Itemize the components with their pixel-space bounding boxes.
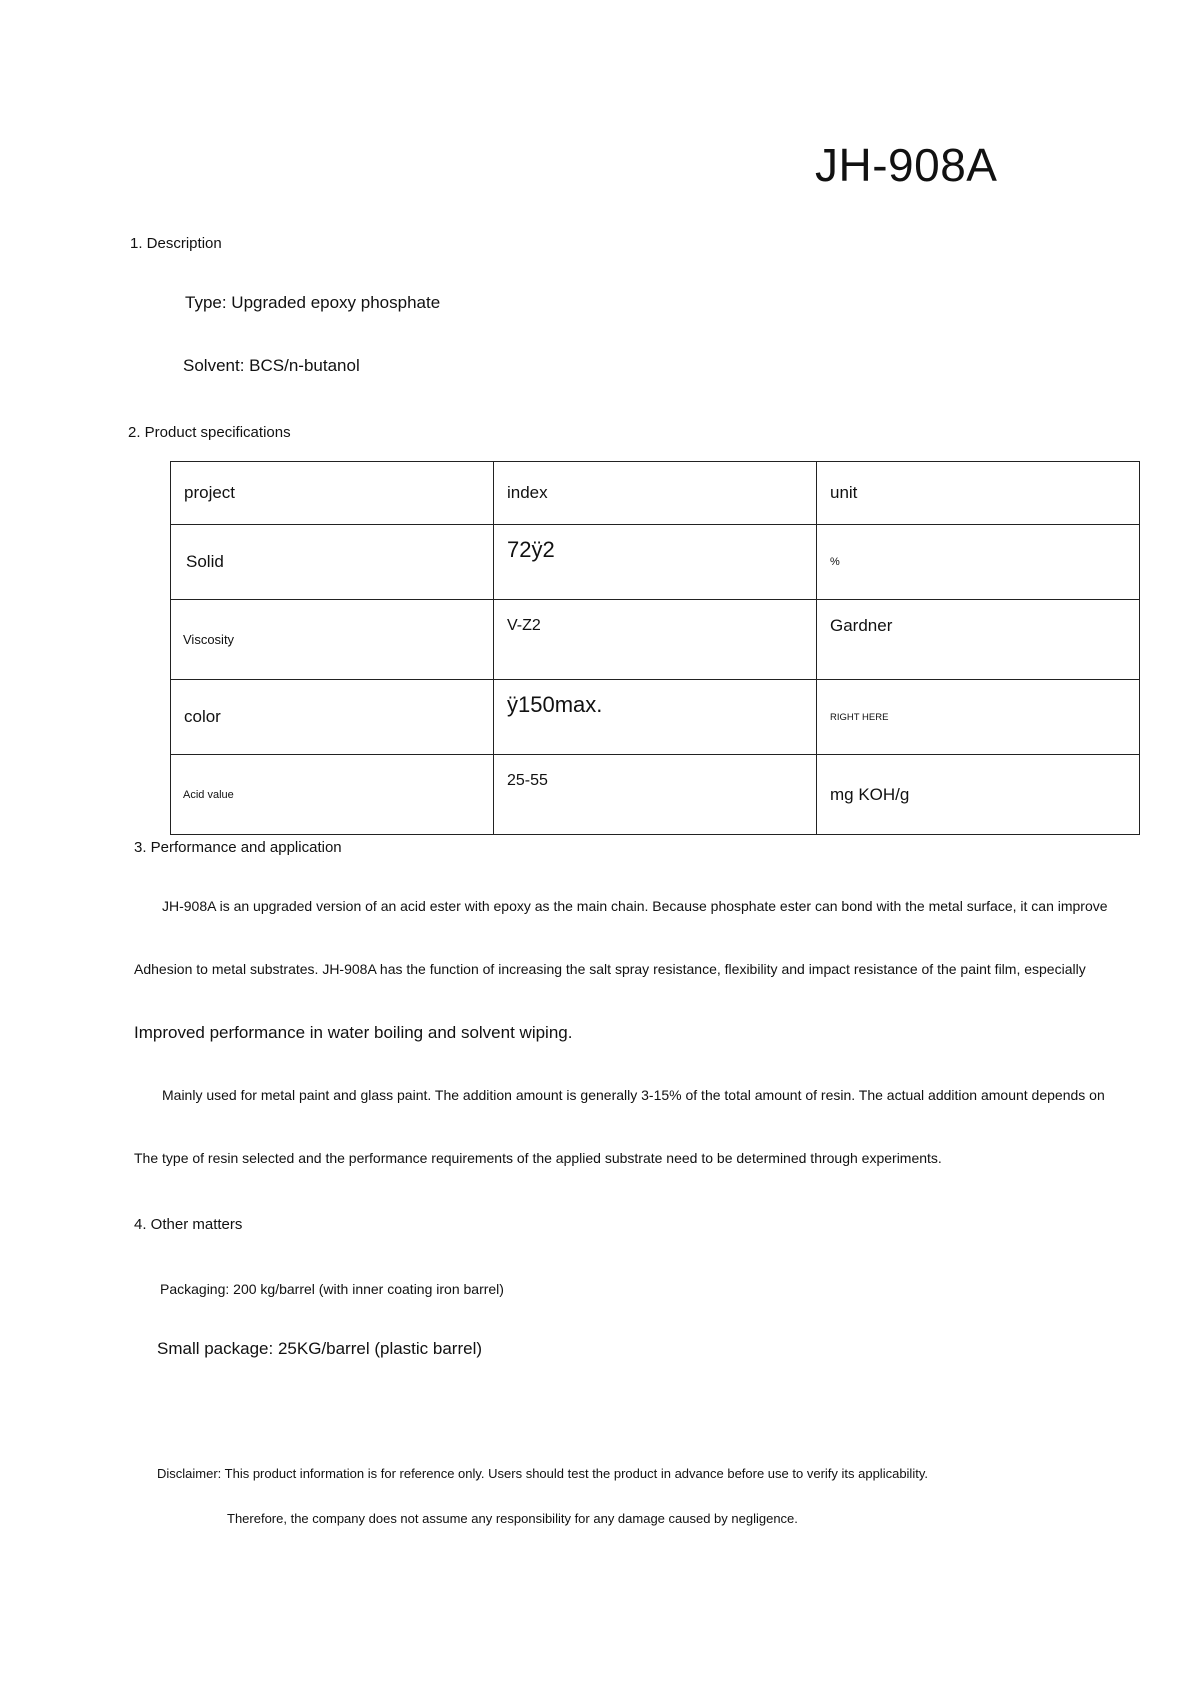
table-header-row [171, 462, 1140, 525]
table-row [171, 525, 1140, 600]
header-index: index [494, 462, 817, 525]
packaging-line: Packaging: 200 kg/barrel (with inner coating iron barrel) [160, 1281, 504, 1297]
cell-index: ÿ150max. [494, 680, 817, 755]
application-line-2: The type of resin selected and the performance requirements of the applied substrate need to be determined through experiments. [134, 1150, 942, 1166]
table-row [171, 680, 1140, 755]
section-4-heading: 4. Other matters [134, 1216, 243, 1233]
performance-line-1: JH-908A is an upgraded version of an acid ester with epoxy as the main chain. Because phosphate ester can bond with the metal surface, it can improve [162, 898, 1108, 914]
cell-project: color [171, 680, 494, 755]
cell-unit: % [817, 525, 1140, 600]
table-row [171, 600, 1140, 680]
performance-line-3: Improved performance in water boiling and solvent wiping. [134, 1023, 573, 1042]
document-title: JH-908A [815, 139, 998, 191]
table-row [171, 755, 1140, 835]
disclaimer-line-2: Therefore, the company does not assume any responsibility for any damage caused by negligence. [227, 1511, 798, 1526]
spec-table [170, 461, 1140, 835]
small-package-line: Small package: 25KG/barrel (plastic barrel) [157, 1339, 483, 1358]
cell-project: Solid [171, 525, 494, 600]
type-line: Type: Upgraded epoxy phosphate [185, 293, 441, 312]
cell-index: V-Z2 [494, 600, 817, 680]
application-line-1: Mainly used for metal paint and glass paint. The addition amount is generally 3-15% of the total amount of resin. The actual addition amount depends on [162, 1087, 1105, 1103]
cell-unit: Gardner [817, 600, 1140, 680]
header-unit: unit [817, 462, 1140, 525]
solvent-line: Solvent: BCS/n-butanol [183, 356, 360, 375]
performance-line-2: Adhesion to metal substrates. JH-908A has the function of increasing the salt spray resistance, flexibility and impact resistance of the paint film, especially [134, 961, 1086, 977]
cell-unit: mg KOH/g [817, 755, 1140, 835]
cell-project: Viscosity [171, 600, 494, 680]
section-3-heading: 3. Performance and application [134, 839, 342, 856]
cell-unit: RIGHT HERE [817, 680, 1140, 755]
section-2-heading: 2. Product specifications [128, 424, 291, 441]
cell-index: 72ÿ2 [494, 525, 817, 600]
section-1-heading: 1. Description [130, 235, 222, 252]
header-project: project [171, 462, 494, 525]
cell-index: 25-55 [494, 755, 817, 835]
cell-project: Acid value [171, 755, 494, 835]
disclaimer-line-1: Disclaimer: This product information is for reference only. Users should test the product in advance before use to verify its applicability. [157, 1466, 928, 1481]
